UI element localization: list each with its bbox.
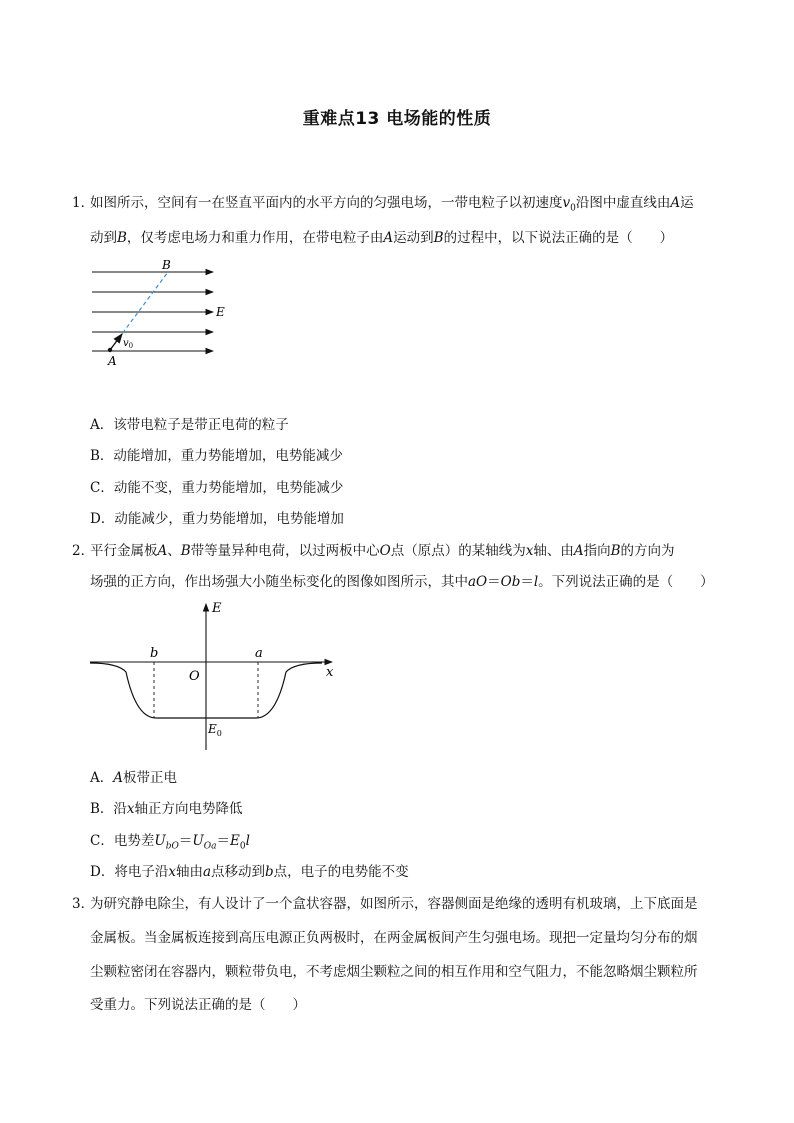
option-a[interactable]: A．该带电粒子是带正电荷的粒子 (90, 417, 289, 433)
question-text-line: 如图所示，空间有一在竖直平面内的水平方向的匀强电场，一带电粒子以初速度$v_0$沿图中虚直线由A运 (90, 195, 694, 214)
option-a[interactable]: A．A板带正电 (90, 770, 177, 786)
question-number: 2． (72, 543, 95, 559)
question-text-line: 金属板。当金属板连接到高压电源正负两极时，在两金属板间产生匀强电场。现把一定量均匀分布的烟 (90, 930, 698, 946)
label-E-axis: E (212, 601, 222, 616)
electric-field-figure (86, 258, 246, 370)
particle-dot (108, 348, 112, 352)
option-b[interactable]: B．沿x轴正方向电势降低 (90, 801, 243, 817)
label-v0: $v_0$ (123, 338, 134, 350)
question-text-line: 场强的正方向，作出场强大小随坐标变化的图像如图所示，其中aO＝Ob＝l。下列说法正确的是（ ） (90, 574, 714, 590)
label-B: B (162, 258, 171, 272)
option-c[interactable]: C．动能不变，重力势能增加，电势能减少 (90, 480, 344, 496)
page-title: 重难点13 电场能的性质 (302, 109, 492, 129)
question-text-line: 动到B，仅考虑电场力和重力作用，在带电粒子由A运动到B的过程中，以下说法正确的是（ ） (90, 230, 674, 246)
question-text-line: 受重力。下列说法正确的是（ ） (90, 997, 306, 1013)
label-O: O (189, 669, 200, 684)
question-number: 3． (72, 896, 95, 912)
label-x: x (326, 665, 334, 680)
question-text-line: 平行金属板A、B带等量异种电荷，以过两板中心O点（原点）的某轴线为x轴、由A指向B的方向为 (90, 543, 675, 559)
field-strength-graph (88, 600, 348, 760)
option-b[interactable]: B．动能增加，重力势能增加，电势能减少 (90, 448, 343, 464)
question-text-line: 为研究静电除尘，有人设计了一个盒状容器，如图所示，容器侧面是绝缘的透明有机玻璃，上下底面是 (90, 896, 698, 912)
option-d[interactable]: D．将电子沿x轴由a点移动到b点，电子的电势能不变 (90, 864, 409, 880)
option-c[interactable]: C．电势差$U_{bO}=U_{Oa}=E_0l$ (90, 833, 250, 852)
label-E0: $E_0$ (208, 722, 222, 738)
option-d[interactable]: D．动能减少，重力势能增加，电势能增加 (90, 511, 344, 527)
label-E: E (216, 305, 225, 319)
question-number: 1． (72, 195, 95, 211)
question-text-line: 尘颗粒密闭在容器内，颗粒带负电，不考虑烟尘颗粒之间的相互作用和空气阻力，不能忽略烟尘颗粒所 (90, 964, 698, 980)
label-a: a (255, 646, 263, 661)
label-A: A (108, 354, 117, 368)
velocity-arrow (110, 334, 122, 350)
label-b: b (150, 646, 159, 661)
